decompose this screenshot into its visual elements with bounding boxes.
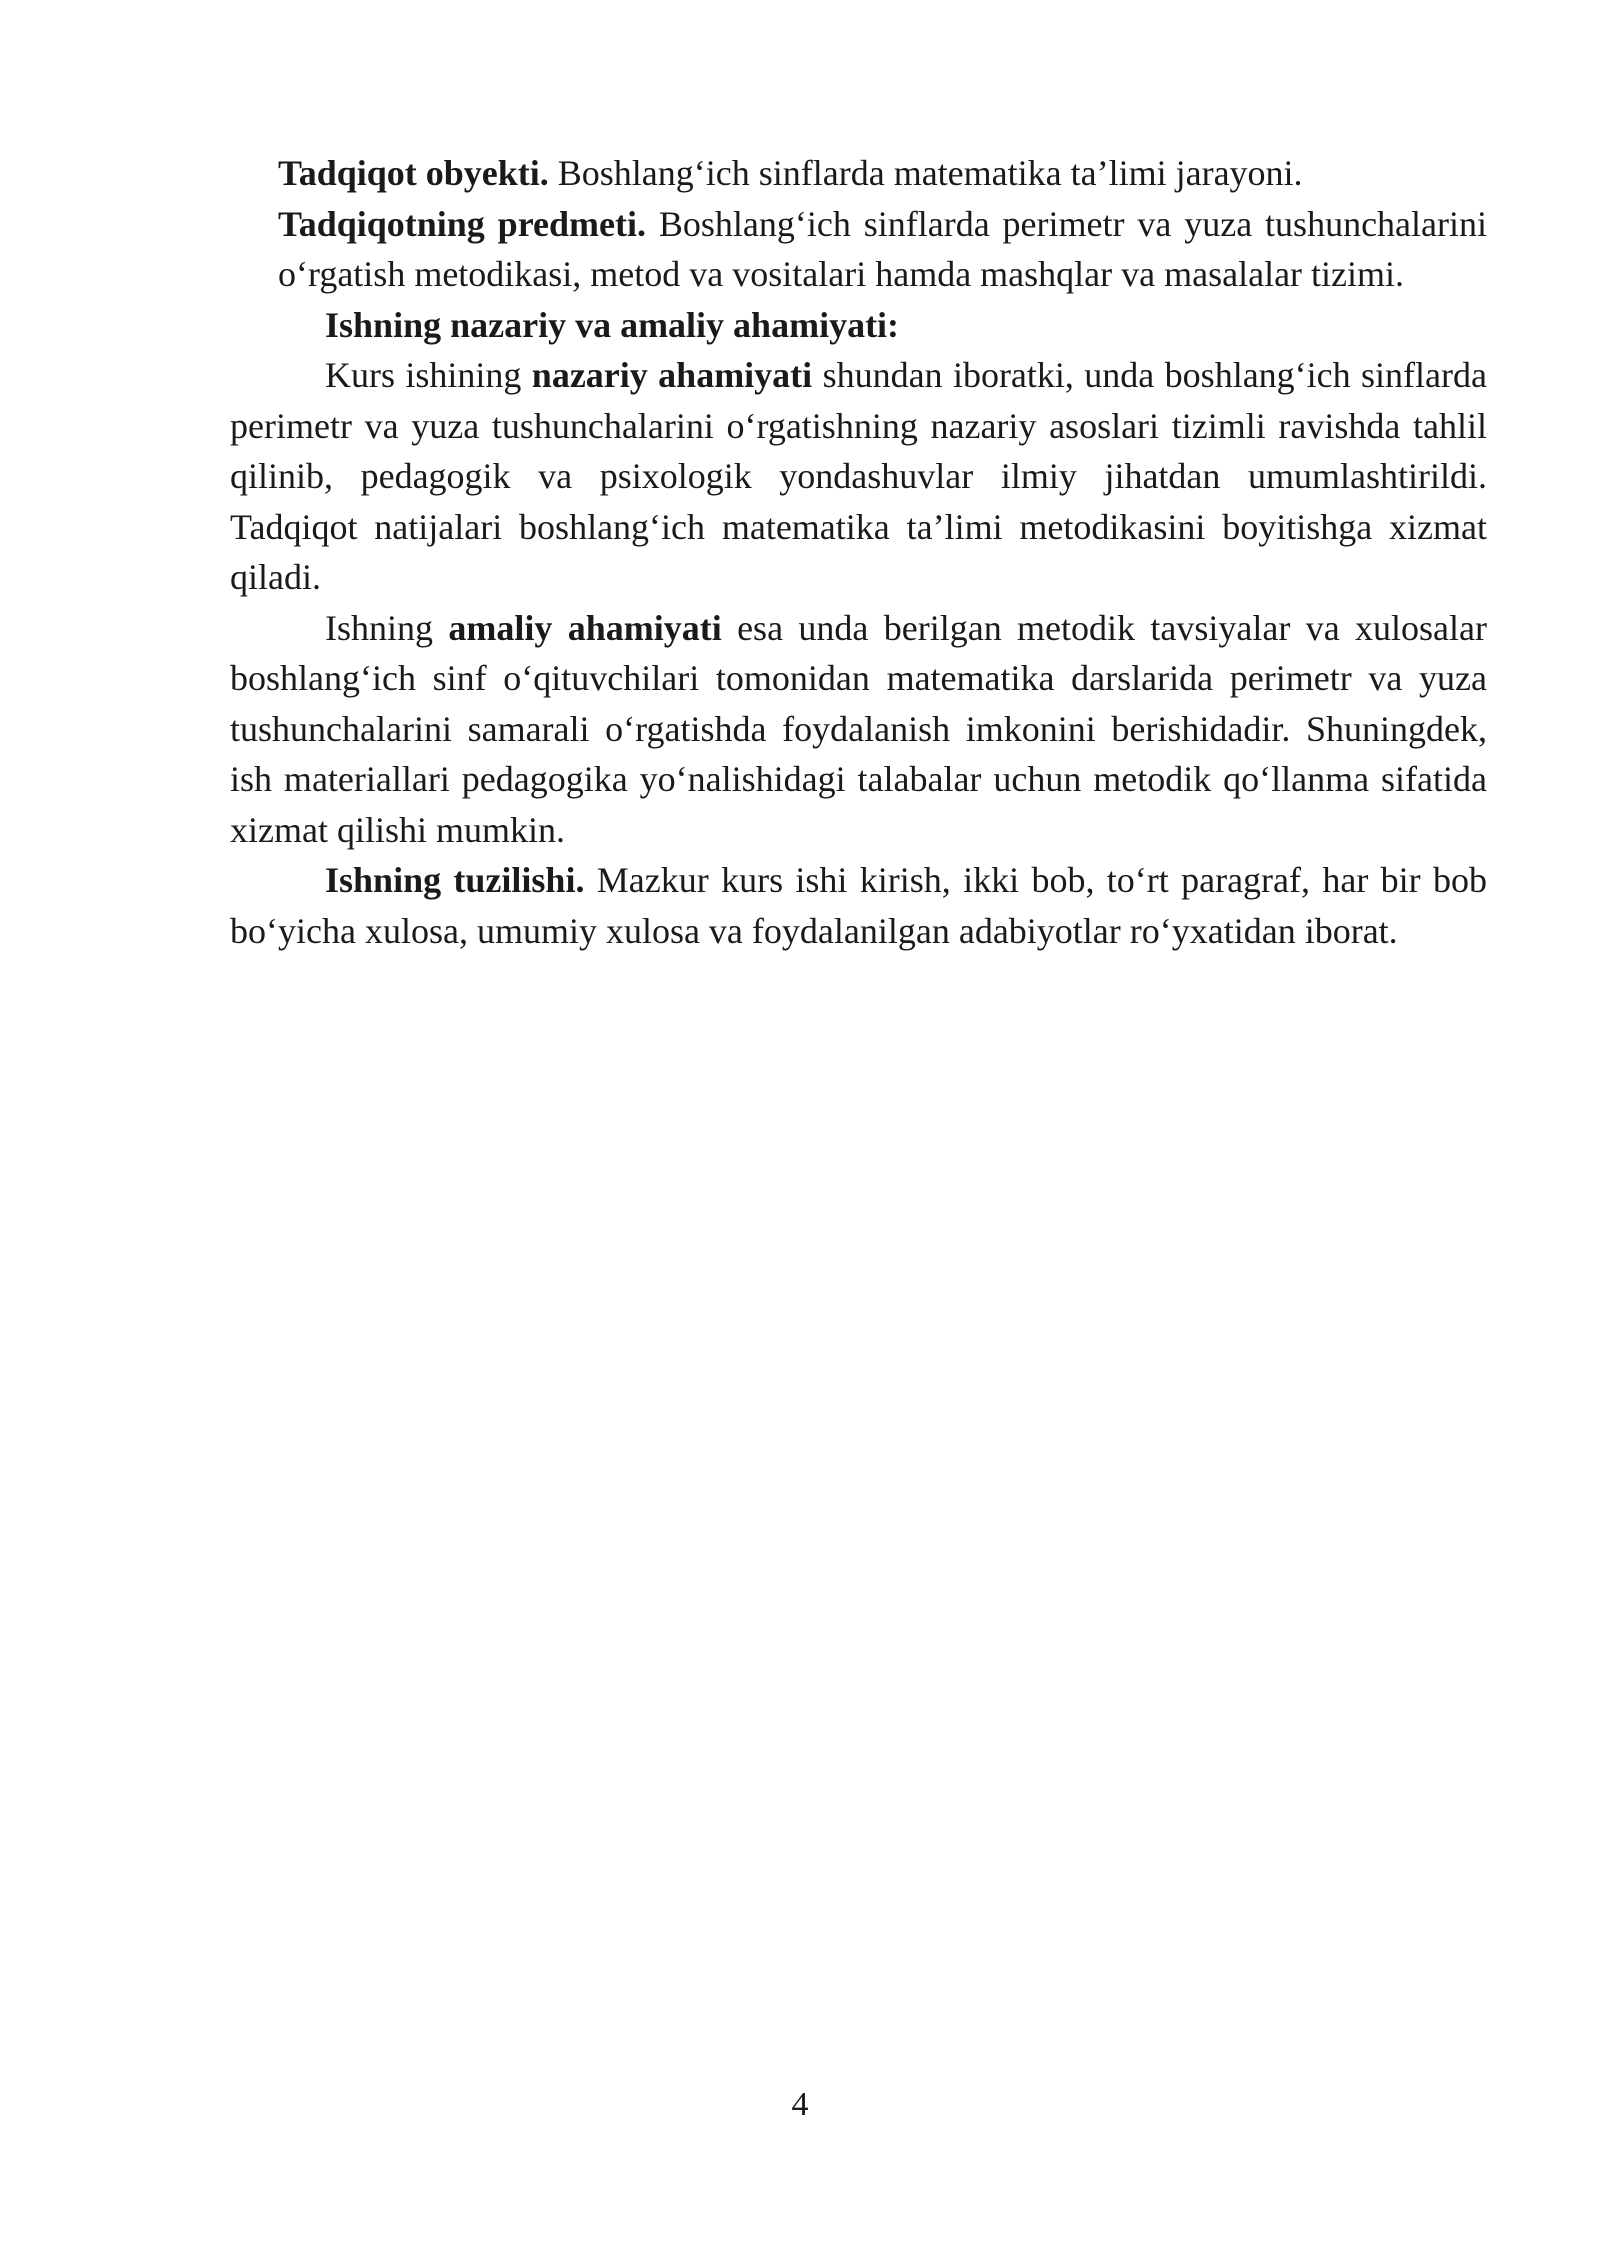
- theoretical-significance-paragraph: [230, 350, 1487, 603]
- theoretical-significance-text: shundan iboratki, unda boshlang‘ich sinflarda perimetr va yuza tushunchalarini o‘rgatishning nazariy asoslari tizimli ravishda tahlil qilinib, pedagogik va psixologik yondashuvlar ilmiy jihatdan umumlashtirildi. Tadqiqot natijalari boshlang‘ich matematika ta’limi metodikasini boyitishga xizmat qiladi.: [230, 355, 1487, 597]
- work-structure-paragraph: [230, 855, 1487, 956]
- document-body: [230, 148, 1487, 956]
- significance-heading: Ishning nazariy va amaliy ahamiyati:: [325, 304, 900, 345]
- practical-significance-paragraph: [230, 603, 1487, 856]
- work-structure-text: Mazkur kurs ishi kirish, ikki bob, to‘rt paragraf, har bir bob bo‘yicha xulosa, umumiy xulosa va foydalanilgan adabiyotlar ro‘yxatidan iborat.: [230, 860, 1487, 951]
- theoretical-significance-term: nazariy ahamiyati: [531, 355, 813, 395]
- theoretical-intro: Kurs ishining: [325, 355, 532, 395]
- research-subject-paragraph: [278, 199, 1487, 300]
- research-subject-label: Tadqiqotning predmeti.: [278, 203, 646, 244]
- page-number: 4: [791, 2086, 809, 2123]
- research-object-label: Tadqiqot obyekti.: [278, 153, 549, 193]
- research-object-paragraph: [278, 148, 1487, 199]
- practical-significance-term: amaliy ahamiyati: [448, 607, 722, 648]
- research-object-text: Boshlang‘ich sinflarda matematika ta’limi jarayoni.: [548, 153, 1303, 193]
- research-subject-text: Boshlang‘ich sinflarda perimetr va yuza tushunchalarini o‘rgatish metodikasi, metod va vositalari hamda mashqlar va masalalar tizimi.: [278, 203, 1487, 294]
- practical-intro: Ishning: [325, 607, 449, 648]
- work-structure-label: Ishning tuzilishi.: [325, 860, 585, 900]
- practical-significance-text: esa unda berilgan metodik tavsiyalar va xulosalar boshlang‘ich sinf o‘qituvchilari tomonidan matematika darslarida perimetr va yuza tushunchalarini samarali o‘rgatishda foydalanish imkonini berishidadir. Shuningdek, ish materiallari pedagogika yo‘nalishidagi talabalar uchun metodik qo‘llanma sifatida xizmat qilishi mumkin.: [230, 607, 1487, 850]
